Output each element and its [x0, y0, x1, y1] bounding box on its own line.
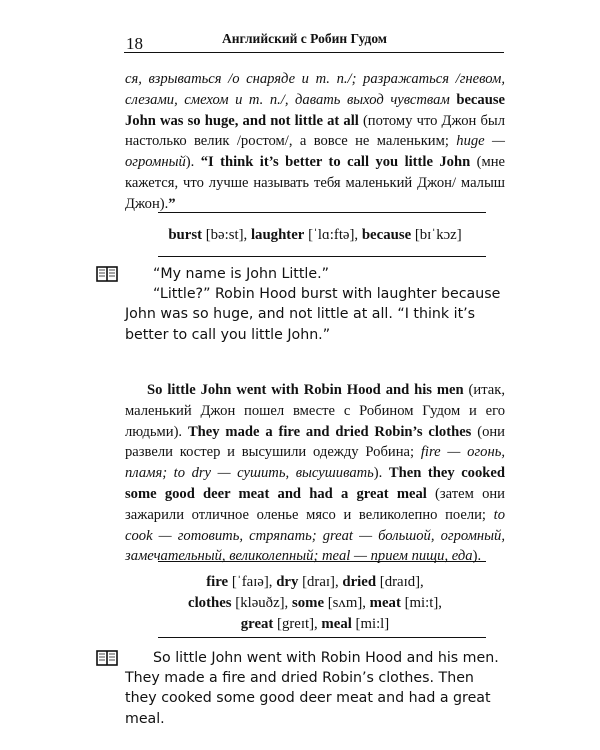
reading-line: So little John went with Robin Hood and his men. They made a fire and dried Robin’s clothes. Then they cooked some good deer meat and had a great meal. [125, 650, 499, 727]
english-text: “I think it’s better to call you little John [200, 154, 471, 171]
vocab-word: meal [321, 616, 352, 632]
vocab-word: some [291, 595, 325, 611]
transcription: [mi:t], [400, 595, 442, 611]
english-text: Then they cooked some good deer meat and had a great meal [125, 465, 505, 502]
reading-line: “My name is John Little.” [153, 266, 329, 282]
annotated-paragraph-1 [125, 69, 505, 215]
header-rule [124, 52, 504, 53]
gloss-italic: to cook — готовить, стряпать; great — большой, огромный, замечательный, великолепный; meal — прием пищи, еда [125, 506, 505, 565]
vocab-word: because [361, 227, 412, 243]
russian-gloss: (потому что Джон был настолько велик /ростом/, а вовсе не маленьким; [125, 112, 505, 150]
punctuation: ). [185, 154, 201, 171]
pronunciation-block-2 [125, 572, 505, 635]
transcription: [bɪˈkɔz] [411, 227, 462, 243]
english-text: ” [168, 195, 176, 212]
gloss-italic: fire — огонь, пламя; to dry — сушить, высушивать [125, 444, 505, 482]
divider-rule [158, 212, 486, 213]
pronunciation-block-1 [125, 225, 505, 246]
transcription: [kləuðz], [231, 595, 292, 611]
divider-rule [158, 256, 486, 257]
transcription: [ˈfaɪə], [228, 574, 277, 590]
page-number: 18 [126, 34, 143, 53]
vocab-word: great [240, 616, 274, 632]
transcription: [ˈlɑ:ftə], [304, 227, 362, 243]
english-text: So little John went with Robin Hood and his men [147, 382, 464, 398]
english-text: They made a fire and dried Robin’s clothes [187, 423, 472, 440]
annotated-paragraph-2 [125, 380, 505, 567]
vocab-word: dried [342, 574, 377, 590]
gloss-italic: huge — огромный [125, 133, 505, 171]
english-text: because John was so huge, and not little at all [125, 91, 505, 129]
punctuation: ). [472, 548, 482, 565]
transcription: [bə:st], [202, 227, 251, 243]
gloss-italic: ся, взрываться /о снаряде и т. п./; разражаться /гневом, слезами, смехом и т. п./, давать выход чувствам [125, 71, 505, 108]
book-icon [96, 650, 118, 666]
punctuation: ). [373, 465, 389, 482]
vocab-word: clothes [188, 595, 232, 611]
reading-text-2 [125, 648, 505, 729]
reading-text-1 [125, 264, 505, 345]
divider-rule [158, 637, 486, 638]
divider-rule [158, 561, 486, 562]
transcription: [greɪt], [273, 616, 322, 632]
vocab-word: burst [168, 227, 203, 243]
running-title: Английский с Робин Гудом [222, 31, 388, 46]
vocab-word: dry [276, 574, 299, 590]
vocab-word: meat [369, 595, 401, 611]
transcription: [sʌm], [324, 595, 370, 611]
book-icon [96, 266, 118, 282]
vocab-word: fire [206, 574, 229, 590]
russian-gloss: (они развели костер и высушили одежду Робина; [125, 423, 505, 461]
russian-gloss: (итак, маленький Джон пошел вместе с Робином Гудом и его людьми). [125, 382, 505, 440]
transcription: [draɪ], [298, 574, 343, 590]
transcription: [draɪd], [376, 574, 424, 590]
vocab-word: laughter [250, 227, 305, 243]
reading-line: “Little?” Robin Hood burst with laughter because John was so huge, and not little at all. “I think it’s better to call you little John.” [125, 286, 501, 343]
russian-gloss: (затем они зажарили отличное оленье мясо и великолепно поели; [125, 485, 505, 523]
russian-gloss: (мне кажется, что лучше называть тебя маленький Джон/ малыш Джон). [125, 154, 505, 212]
transcription: [mi:l] [351, 616, 390, 632]
